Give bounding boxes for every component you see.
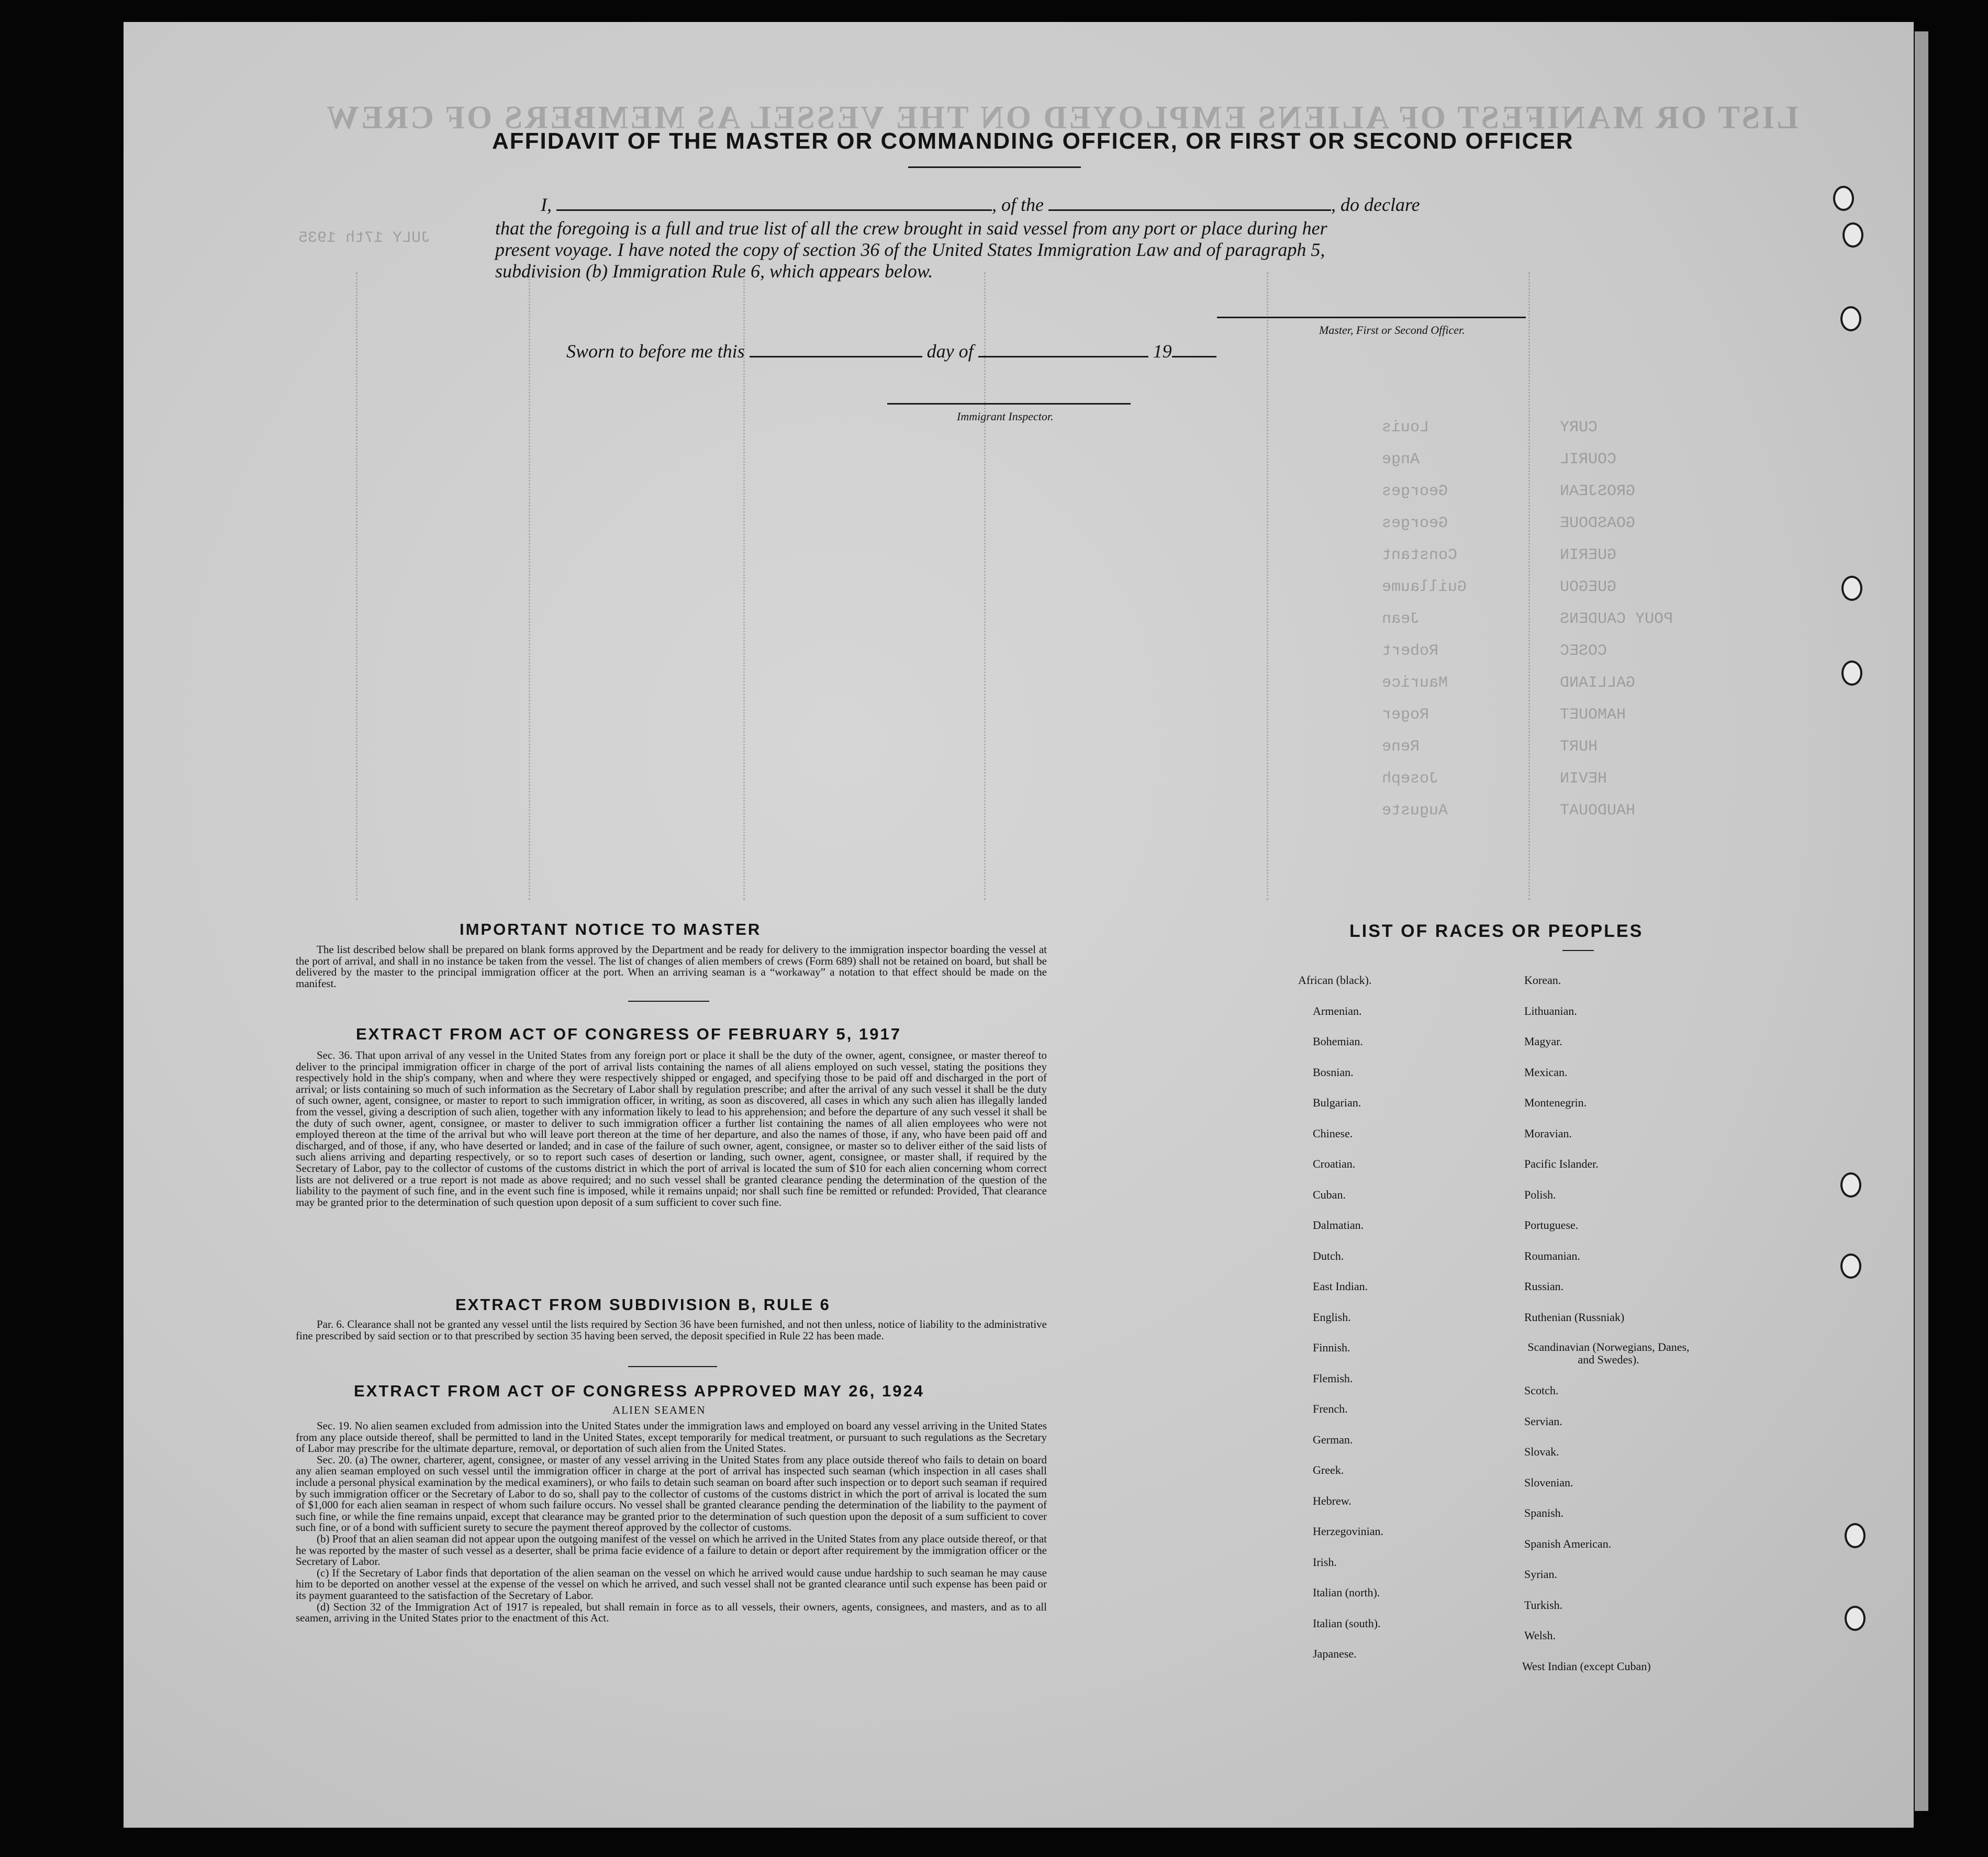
bleed-through-given-name: Georges [1382,514,1448,532]
race-item: Dutch. [1313,1249,1344,1262]
race-item: Irish. [1313,1555,1337,1569]
bleed-through-rule [356,272,358,900]
bleed-through-surname: HURT [1560,738,1598,756]
punch-hole-icon [1841,576,1862,601]
bleed-through-given-name: Rene [1382,738,1420,756]
race-item: Armenian. [1313,1004,1362,1017]
sec-20c-paragraph: (c) If the Secretary of Labor finds that deportation of the alien seaman on the vessel on which he arrived would cause undue hardship to such seaman he may cause him to be deported on another vessel at the expense of the vessel on which he arrived, and such vessel shall not be granted clearance until such expense has been paid or its payment guaranteed to the satisfaction of the Secretary of Labor. [296,1566,1047,1602]
sec-20d-paragraph: (d) Section 32 of the Immigration Act of 1917 is repealed, but shall remain in force as to all vessels, their owners, agents, consignees, and masters, and as to all seamen, arriving in the United States prior to the enactment of this Act. [296,1600,1047,1625]
title-underline [908,166,1081,168]
race-item: African (black). [1298,974,1372,987]
race-item: Dalmatian. [1313,1218,1364,1232]
bleed-through-given-name: Robert [1382,642,1439,660]
bleed-through-given-name: Auguste [1382,802,1448,820]
sworn-year-field[interactable] [1172,340,1216,357]
sworn-day-field[interactable] [750,340,922,357]
sec-19-paragraph: Sec. 19. No alien seamen excluded from admission into the United States under the immigration laws and employed on board any vessel arriving in the United States from any place outside thereof, shall be permitted to land in the United States, except temporarily for medical treatment, or pursuant to such regulations as the Secretary of Labor may prescribe for the ultimate departure, removal, or deportation of such alien from the United States. [296,1419,1047,1455]
race-item: Bohemian. [1313,1035,1363,1048]
bleed-through-surname: HAUDOUAT [1560,802,1636,820]
extract-1917-text [296,1050,1047,1208]
race-item: East Indian. [1313,1280,1368,1293]
sworn-label: Sworn to before me this [566,341,745,362]
race-item: Korean. [1524,974,1561,987]
declare-label: , do declare [1331,194,1420,215]
race-item: Spanish American. [1524,1537,1612,1550]
race-item: Cuban. [1313,1188,1346,1201]
notice-text [296,944,1047,989]
race-item: Spanish. [1524,1506,1564,1519]
race-item: Roumanian. [1524,1249,1580,1262]
race-item: Magyar. [1524,1035,1562,1048]
sec-20a-paragraph: Sec. 20. (a) The owner, charterer, agent, consignee, or master of any vessel arriving in the United States from any place outside thereof who fails to detain on board any alien seaman employed on such vessel until the immigration officer in charge at the port of arrival has inspected such seaman (which inspection in all cases shall include a personal physical examination by the medical examiners), or who fails to detain such seaman on board after such inspection or to deport such seaman if required by such immigration officer or the Secretary of Labor to do so, shall pay to the collector of customs of the customs district in which the port of arrival is located the sum of $1,000 for each alien seaman in respect of whom such failure occurs. No vessel shall be granted clearance pending the determination of the liability to the payment of such fine, or while the fine remains unpaid, except that clearance may be granted prior to the determination of such question upon the deposit of a sum sufficient to cover such fine, or of a bond with sufficient surety to secure the payment thereof approved by the collector of customs. [296,1453,1047,1534]
bleed-through-given-name: Guillaume [1382,578,1467,596]
bleed-through-surname: CURY [1560,419,1598,437]
race-item: Greek. [1313,1463,1344,1476]
i-label: I, [541,194,552,215]
bleed-through-given-name: Joseph [1382,770,1439,788]
punch-hole-icon [1845,1606,1866,1631]
bleed-through-surname: HAMOUET [1560,706,1626,724]
bleed-through-given-name: Constant [1382,546,1458,564]
race-item: Japanese. [1313,1647,1357,1660]
bleed-through-surname: COSEC [1560,642,1607,660]
bleed-through-rule [984,272,986,900]
race-item: Hebrew. [1313,1494,1352,1507]
sec-20b-paragraph: (b) Proof that an alien seaman did not appear upon the outgoing manifest of the vessel on which he arrived in the United States from any place outside thereof, or that he was reported by the master of such vessel as a deserter, shall be prima facie evidence of a failure to detain or deport after requirement by the immigration officer or the Secretary of Labor. [296,1532,1047,1568]
race-item: Italian (south). [1313,1616,1381,1630]
par-6-paragraph: Par. 6. Clearance shall not be granted any vessel until the lists required by Section 36 have been furnished, and not then unless, notice of liability to the administrative fine prescribed by said section or to that prescribed by section 35 having been served, the deposit specified in Rule 22 has been made. [296,1318,1047,1342]
bleed-through-rule [1528,272,1530,900]
master-signature-line[interactable] [1217,317,1526,318]
alien-seamen-subtitle: ALIEN SEAMEN [612,1404,706,1416]
race-item: Polish. [1524,1188,1556,1201]
race-item: Scotch. [1524,1384,1559,1397]
punch-hole-icon [1845,1523,1866,1548]
race-item: Flemish. [1313,1371,1353,1385]
sworn-month-field[interactable] [978,340,1148,357]
affidavit-title: AFFIDAVIT OF THE MASTER OR COMMANDING OFFICER, OR FIRST OR SECOND OFFICER [492,128,1574,154]
race-item: Herzegovinian. [1313,1525,1383,1538]
race-item: Bosnian. [1313,1065,1354,1079]
extract-1924-title: EXTRACT FROM ACT OF CONGRESS APPROVED MAY 26, 1924 [354,1382,924,1400]
bleed-through-given-name: Louis [1382,419,1429,437]
punch-hole-icon [1841,661,1862,686]
sec-36-paragraph: Sec. 36. That upon arrival of any vessel in the United States from any foreign port or place it shall be the duty of the owner, agent, consignee, or master thereof to deliver to the principal immigration officer in charge of the port of arrival lists containing the names of all aliens employed on such vessel, stating the positions they respectively hold in the ship's company, when and where they were respectively shipped or engaged, and specifying those to be paid off and discharged in the port of arrival; or lists containing so much of such information as the Secretary of Labor shall by regulation prescribe; and after the arrival of any such vessel it shall be the duty of such owner, agent, consignee, or master to report to such immigration officer, in writing, as soon as discovered, all cases in which any such alien has illegally landed from the vessel, giving a description of such alien, together with any information likely to lead to his apprehension; and before the departure of any such vessel it shall be the duty of such owner, agent, consignee, or master to deliver to such immigration officer a further list containing the names of all alien employees who were not employed thereon at the time of the arrival but who will leave port thereon at the time of her departure, and also the names of those, if any, who have been paid off and discharged, and of those, if any, who have deserted or landed; and in case of the failure of such owner, agent, consignee, or master so to deliver either of the said lists of such aliens arriving and departing respectively, or so to report such cases of desertion or landing, such owner, agent, consignee, or master shall, if required by the Secretary of Labor, pay to the collector of customs of the customs district in which the port of arrival is located the sum of $10 for each alien concerning whom correct lists are not delivered or a true report is not made as above required; and no such vessel shall be granted clearance pending the determination of the question of the liability to the payment of such fine, and in the event such fine is imposed, while it remains unpaid; nor shall such fine be remitted or refunded: Provided, That clearance may be granted prior to the determination of such question upon deposit of a sum sufficient to cover such fine. [296,1049,1047,1209]
bleed-through-date: JULY 17th 1935 [298,229,431,247]
race-item: Bulgarian. [1313,1096,1361,1109]
of-the-label: , of the [992,194,1044,215]
bleed-through-surname: POUY CAUDENS [1560,610,1673,628]
race-item: German. [1313,1433,1353,1446]
bleed-through-surname: COURIL [1560,451,1617,468]
divider [1562,950,1594,951]
race-item: Moravian. [1524,1126,1572,1140]
race-item: Pacific Islander. [1524,1157,1599,1170]
race-item: Syrian. [1524,1568,1557,1581]
race-item: Portuguese. [1524,1218,1579,1232]
bleed-through-rule [529,272,530,900]
race-item: Mexican. [1524,1065,1568,1079]
extract-rule6-text [296,1319,1047,1341]
race-item: West Indian (except Cuban) [1522,1659,1651,1673]
divider [628,1001,709,1002]
bleed-through-given-name: Roger [1382,706,1429,724]
extract-1917-title: EXTRACT FROM ACT OF CONGRESS OF FEBRUARY 5, 1917 [356,1025,901,1043]
races-title: LIST OF RACES OR PEOPLES [1349,921,1644,941]
year-prefix: 19 [1153,341,1172,362]
race-item: Slovenian. [1524,1475,1573,1489]
bleed-through-given-name: Georges [1382,483,1448,500]
bleed-through-surname: GROSJEAN [1560,483,1636,500]
day-of-label: day of [926,341,974,362]
race-item: English. [1313,1310,1351,1324]
divider [628,1366,717,1367]
inspector-caption: Immigrant Inspector. [957,410,1054,423]
race-item: Welsh. [1524,1629,1556,1642]
race-item: Croatian. [1313,1157,1356,1170]
bleed-through-surname: GUEGOU [1560,578,1617,596]
inspector-signature-line[interactable] [887,403,1131,405]
race-item: Slovak. [1524,1445,1559,1458]
bleed-through-heading: LIST OR MANIFEST OF ALIENS EMPLOYED ON THE VESSEL AS MEMBERS OF CREW [325,100,1799,136]
race-item: Finnish. [1313,1341,1350,1354]
punch-hole-icon [1840,1254,1861,1279]
bleed-through-surname: GOASDOUE [1560,514,1636,532]
race-item: Scandinavian (Norwegians, Danes, and Swedes). [1527,1340,1690,1366]
race-item: Chinese. [1313,1126,1353,1140]
race-item: French. [1313,1402,1348,1415]
race-item: Servian. [1524,1414,1562,1428]
bleed-through-rule [1267,272,1268,900]
notice-paragraph: The list described below shall be prepared on blank forms approved by the Department and be ready for delivery to the immigration inspector boarding the vessel at the port of arrival, and shall in no instance be taken from the vessel. The list of changes of alien members of crews (Form 689) shall not be retained on board, but shall be delivered by the master to the principal immigration officer at the port. When an arriving seaman is a “workaway” a notation to that effect should be made on the manifest. [296,943,1047,990]
bleed-through-given-name: Jean [1382,610,1420,628]
bleed-through-surname: GUERIN [1560,546,1617,564]
affidavit-statement-line-1: that the foregoing is a full and true list of all the crew brought in said vessel from any port or place during her [495,218,1327,239]
race-item: Russian. [1524,1280,1564,1293]
officer-name-field[interactable] [556,194,992,211]
bleed-through-rule [743,272,745,900]
race-item: Ruthenian (Russniak) [1524,1310,1625,1324]
race-item: Montenegrin. [1524,1096,1587,1109]
punch-hole-icon [1840,306,1861,331]
extract-rule6-title: EXTRACT FROM SUBDIVISION B, RULE 6 [455,1295,831,1314]
bleed-through-given-name: Maurice [1382,674,1448,692]
vessel-name-field[interactable] [1048,194,1331,211]
notice-title: IMPORTANT NOTICE TO MASTER [460,920,762,938]
bleed-through-surname: HEVIN [1560,770,1607,788]
sworn-line [566,340,1216,362]
punch-hole-icon [1833,186,1854,211]
race-item: Turkish. [1524,1598,1563,1612]
bleed-through-surname: GALLIAND [1560,674,1636,692]
punch-hole-icon [1840,1172,1861,1198]
bleed-through-given-name: Ange [1382,451,1420,468]
extract-1924-text [296,1420,1047,1624]
master-signature-caption: Master, First or Second Officer. [1319,323,1465,337]
affidavit-statement-line-3: subdivision (b) Immigration Rule 6, which appears below. [495,261,933,282]
affidavit-declaration-line [541,194,1420,216]
punch-hole-icon [1842,222,1863,248]
sheet-edge [1915,31,1928,1811]
affidavit-statement-line-2: present voyage. I have noted the copy of section 36 of the United States Immigration Law and of paragraph 5, [495,239,1325,260]
race-item: Lithuanian. [1524,1004,1577,1017]
race-item: Italian (north). [1313,1586,1380,1599]
